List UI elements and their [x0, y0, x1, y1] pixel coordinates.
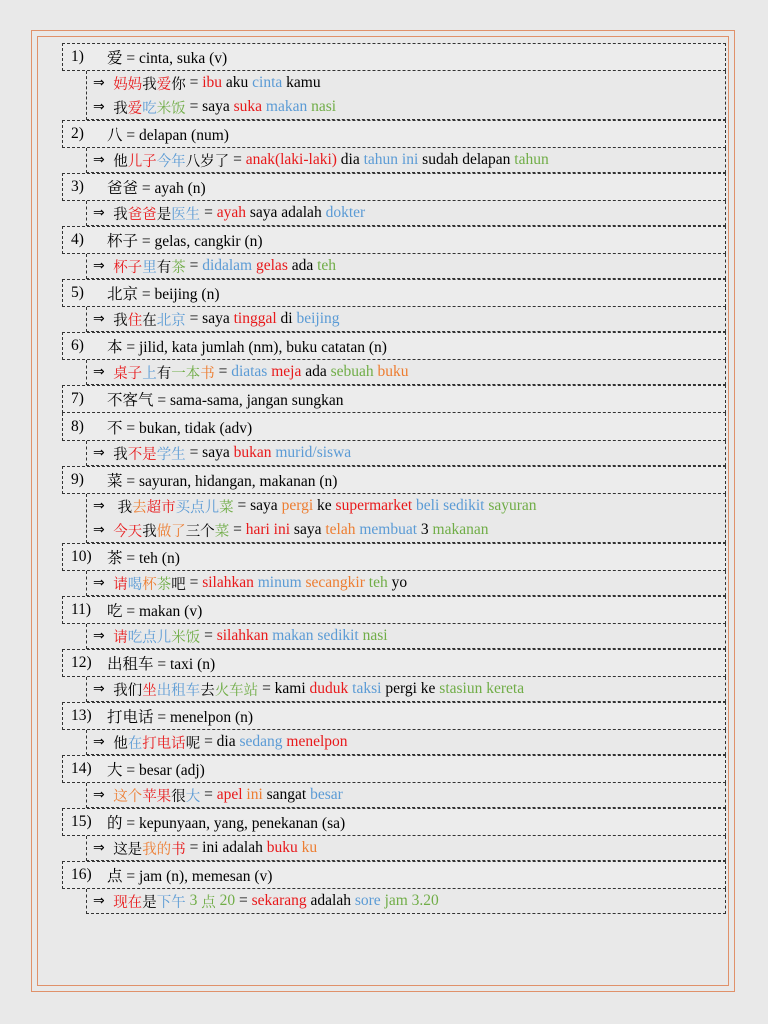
entry-number: 5) — [71, 284, 84, 301]
sentence-segment: 一本 — [171, 365, 201, 382]
sentence-segment: 20 — [215, 892, 236, 909]
sentence-segment: gelas — [256, 257, 288, 274]
example-group — [86, 441, 726, 466]
entry-definition: 大 = besar (adj) — [107, 762, 205, 779]
sentence-segment: 很 — [171, 788, 186, 805]
sentence-segment: sekarang — [251, 892, 307, 909]
sentence-segment: diatas — [231, 363, 268, 380]
entry-definition: 八 = delapan (num) — [107, 127, 229, 144]
arrow-icon: ⇒ — [93, 575, 110, 591]
sentence-segment: 买点儿 — [175, 499, 220, 516]
sentence-segment: 爱 — [127, 100, 143, 117]
sentence-segment: 3 — [185, 892, 202, 909]
arrow-icon: ⇒ — [93, 205, 110, 221]
sentence-segment: 我 — [117, 499, 133, 516]
entry-number: 14) — [71, 760, 92, 777]
sentence-segment: 吃 — [142, 100, 157, 117]
example-sentence — [87, 254, 725, 278]
sentence-segment: 吧 — [171, 576, 186, 593]
sentence-segment: 八岁了 — [185, 153, 230, 170]
sentence-segment: 菜 — [214, 523, 230, 540]
sentence-segment: 呢 — [185, 735, 201, 752]
sentence-segment: = dia — [200, 733, 240, 750]
vocab-heading — [62, 173, 726, 201]
sentence-segment: 茶 — [171, 259, 186, 276]
sentence-segment: 我 — [142, 76, 157, 93]
sentence-segment: murid/siswa — [275, 444, 352, 461]
sentence-segment: 是 — [142, 894, 157, 911]
sentence-segment: 今天 — [113, 523, 143, 540]
vocab-heading — [62, 385, 726, 413]
entry-definition: 爸爸 = ayah (n) — [107, 180, 206, 197]
sentence-segment: = saya — [185, 310, 234, 327]
sentence-segment: = — [185, 257, 203, 274]
sentence-segment: suka — [233, 98, 263, 115]
sentence-segment: = — [185, 74, 203, 91]
sentence-segment: bukan — [233, 444, 272, 461]
vocab-heading — [62, 861, 726, 889]
example-group — [86, 730, 726, 755]
entry-number: 3) — [71, 178, 84, 195]
example-sentence — [87, 360, 725, 384]
sentence-segment: 医生 — [171, 206, 201, 223]
sentence-segment: 杯 — [142, 576, 157, 593]
entry-number: 10) — [71, 548, 92, 565]
example-sentence — [87, 441, 725, 465]
vocab-heading — [62, 808, 726, 836]
vocabulary-list — [62, 43, 726, 914]
entry-definition: 不客气 = sama-sama, jangan sungkan — [107, 392, 344, 409]
example-sentence — [87, 201, 725, 225]
sentence-segment: ada — [287, 257, 318, 274]
vocab-heading — [62, 755, 726, 783]
sentence-segment: 我 — [142, 523, 157, 540]
sentence-segment: stasiun kereta — [439, 680, 525, 697]
sentence-segment: supermarket — [335, 497, 413, 514]
sentence-segment: 请 — [113, 629, 128, 646]
sentence-segment: = — [235, 892, 252, 909]
arrow-icon: ⇒ — [93, 681, 110, 697]
sentence-segment: 我 — [113, 206, 128, 223]
sentence-segment: = — [200, 204, 217, 221]
arrow-icon: ⇒ — [93, 628, 110, 644]
example-sentence — [87, 836, 725, 860]
example-group — [86, 783, 726, 808]
sentence-segment: 今年 — [156, 153, 186, 170]
vocab-heading — [62, 413, 726, 441]
sentence-segment: teh — [368, 574, 388, 591]
sentence-segment: beijing — [296, 310, 340, 327]
sentence-segment: 打电话 — [142, 735, 186, 752]
sentence-segment: 里 — [142, 259, 157, 276]
example-sentence — [87, 518, 725, 542]
entry-number: 16) — [71, 866, 92, 883]
sentence-segment: besar — [310, 786, 343, 803]
sentence-segment: hari ini — [245, 521, 291, 538]
arrow-icon: ⇒ — [93, 364, 110, 380]
entry-number: 9) — [71, 471, 84, 488]
sentence-segment: 儿子 — [127, 153, 157, 170]
sentence-segment: 喝 — [127, 576, 143, 593]
sentence-segment: = ini adalah — [185, 839, 267, 856]
sentence-segment: makanan — [432, 521, 489, 538]
sentence-segment: = saya — [233, 497, 282, 514]
sentence-segment: taksi — [352, 680, 382, 697]
sentence-segment: = — [185, 574, 203, 591]
vocab-heading — [62, 466, 726, 494]
arrow-icon: ⇒ — [93, 787, 110, 803]
sentence-segment: 书 — [171, 841, 186, 858]
sentence-segment: 请 — [113, 576, 128, 593]
sentence-segment: tahun — [514, 151, 549, 168]
sentence-segment: 是 — [156, 206, 172, 223]
sentence-segment: telah — [325, 521, 356, 538]
sentence-segment: 我的 — [142, 841, 172, 858]
entry-number: 1) — [71, 48, 84, 65]
example-sentence — [87, 148, 725, 172]
sentence-segment: 他 — [113, 735, 128, 752]
example-sentence — [87, 95, 725, 119]
vocab-heading — [62, 332, 726, 360]
sentence-segment: 这是 — [113, 841, 143, 858]
entry-number: 12) — [71, 654, 92, 671]
example-sentence — [87, 677, 725, 701]
sentence-segment: 三个 — [185, 523, 215, 540]
sentence-segment: = — [214, 363, 232, 380]
sentence-segment: buku — [377, 363, 409, 380]
sentence-segment: 菜 — [219, 499, 234, 516]
sentence-segment: membuat — [359, 521, 418, 538]
sentence-segment: 现在 — [113, 894, 143, 911]
sentence-segment: ku — [301, 839, 318, 856]
arrow-icon: ⇒ — [93, 498, 114, 514]
sentence-segment: 我们 — [113, 682, 143, 699]
sentence-segment: adalah — [306, 892, 355, 909]
sentence-segment: nasi — [311, 98, 337, 115]
sentence-segment: 北京 — [156, 312, 186, 329]
sentence-segment: sore — [354, 892, 381, 909]
example-group — [86, 624, 726, 649]
example-sentence — [87, 730, 725, 754]
arrow-icon: ⇒ — [93, 840, 110, 856]
sentence-segment: 去 — [200, 682, 215, 699]
sentence-segment: 爱 — [156, 76, 172, 93]
example-group — [86, 307, 726, 332]
sentence-segment: jam 3.20 — [384, 892, 439, 909]
entry-definition: 北京 = beijing (n) — [107, 286, 220, 303]
entry-number: 11) — [71, 601, 92, 618]
sentence-segment: sangat — [262, 786, 311, 803]
sentence-segment: 杯子 — [113, 259, 143, 276]
sentence-segment: cinta — [252, 74, 283, 91]
sentence-segment: 桌子 — [113, 365, 143, 382]
example-sentence — [87, 571, 725, 595]
sentence-segment: saya — [290, 521, 326, 538]
sentence-segment: secangkir — [305, 574, 365, 591]
entry-number: 4) — [71, 231, 84, 248]
sentence-segment: didalam — [202, 257, 253, 274]
sentence-segment: 去 — [132, 499, 147, 516]
entry-definition: 杯子 = gelas, cangkir (n) — [107, 233, 263, 250]
sentence-segment: 坐 — [142, 682, 157, 699]
sentence-segment: 米饭 — [171, 629, 201, 646]
arrow-icon: ⇒ — [93, 445, 110, 461]
sentence-segment: tinggal — [233, 310, 277, 327]
example-sentence — [87, 783, 725, 807]
sentence-segment: 我 — [113, 312, 128, 329]
entry-definition: 本 = jilid, kata jumlah (nm), buku catatan (n) — [107, 339, 387, 356]
sentence-segment: 我 — [113, 446, 128, 463]
entry-definition: 打电话 = menelpon (n) — [107, 709, 254, 726]
sentence-segment: teh — [317, 257, 337, 274]
sentence-segment: 不是 — [127, 446, 157, 463]
vocab-heading — [62, 543, 726, 571]
example-sentence — [87, 624, 725, 648]
example-group — [86, 889, 726, 914]
sentence-segment: pergi — [281, 497, 314, 514]
sentence-segment: anak(laki-laki) — [245, 151, 337, 168]
arrow-icon: ⇒ — [93, 311, 110, 327]
sentence-segment: ibu — [202, 74, 222, 91]
sentence-segment: 大 — [185, 788, 201, 805]
sentence-segment: 茶 — [156, 576, 172, 593]
sentence-segment: 他 — [113, 153, 128, 170]
sentence-segment: 米饭 — [156, 100, 186, 117]
sentence-segment: dia — [336, 151, 364, 168]
sentence-segment: = saya — [185, 98, 234, 115]
sentence-segment: sebuah — [330, 363, 374, 380]
sentence-segment: 我 — [113, 100, 128, 117]
example-group — [86, 571, 726, 596]
sentence-segment: ada — [301, 363, 331, 380]
vocab-heading — [62, 120, 726, 148]
entry-number: 2) — [71, 125, 84, 142]
vocab-heading — [62, 279, 726, 307]
sentence-segment: tahun ini — [363, 151, 419, 168]
entry-definition: 吃 = makan (v) — [107, 603, 203, 620]
sentence-segment: apel — [216, 786, 243, 803]
example-group — [86, 836, 726, 861]
sentence-segment: 3 — [417, 521, 433, 538]
sentence-segment: 你 — [171, 76, 186, 93]
sentence-segment: silahkan — [202, 574, 254, 591]
entry-definition: 茶 = teh (n) — [107, 550, 180, 567]
sentence-segment: = — [229, 151, 246, 168]
sentence-segment: 学生 — [156, 446, 186, 463]
entry-definition: 不 = bukan, tidak (adv) — [107, 419, 253, 437]
sentence-segment: 这个 — [113, 788, 143, 805]
sentence-segment: 在 — [127, 735, 143, 752]
example-group — [86, 201, 726, 226]
sentence-segment: 书 — [200, 365, 215, 382]
example-group — [86, 254, 726, 279]
sentence-segment: nasi — [362, 627, 388, 644]
entry-number: 15) — [71, 813, 92, 830]
sentence-segment: meja — [271, 363, 302, 380]
sentence-segment: 妈妈 — [113, 76, 143, 93]
sentence-segment: beli sedikit — [416, 497, 485, 514]
vocab-heading — [62, 596, 726, 624]
example-group — [86, 360, 726, 385]
sentence-segment: = — [229, 521, 246, 538]
vocab-heading — [62, 649, 726, 677]
entry-definition: 的 = kepunyaan, yang, penekanan (sa) — [107, 815, 346, 832]
sentence-segment: 吃点儿 — [127, 629, 172, 646]
example-group — [86, 494, 726, 543]
sentence-segment: 苹果 — [142, 788, 172, 805]
sentence-segment: makan — [265, 98, 308, 115]
arrow-icon: ⇒ — [93, 734, 110, 750]
sentence-segment: ini — [246, 786, 263, 803]
example-group — [86, 677, 726, 702]
sentence-segment: 出租车 — [156, 682, 201, 699]
sentence-segment: sudah delapan — [418, 151, 515, 168]
sentence-segment: 超市 — [146, 499, 176, 516]
sentence-segment: sayuran — [488, 497, 537, 514]
entry-definition: 出租车 = taxi (n) — [107, 656, 216, 673]
vocab-heading — [62, 702, 726, 730]
sentence-segment: di — [276, 310, 297, 327]
sentence-segment: 有 — [156, 365, 172, 382]
example-sentence — [87, 889, 725, 913]
entry-number: 7) — [71, 390, 84, 407]
sentence-segment: = — [200, 627, 217, 644]
sentence-segment: 在 — [142, 312, 157, 329]
sentence-segment: yo — [387, 574, 408, 591]
sentence-segment: 爸爸 — [127, 206, 157, 223]
entry-number: 8) — [71, 417, 84, 435]
sentence-segment: ke — [313, 497, 336, 514]
example-group — [86, 148, 726, 173]
sentence-segment: = kami — [258, 680, 310, 697]
vocab-heading — [62, 43, 726, 71]
sentence-segment: makan sedikit — [272, 627, 359, 644]
sentence-segment: 下午 — [156, 894, 186, 911]
entry-definition: 爱 = cinta, suka (v) — [107, 50, 228, 67]
entry-number: 6) — [71, 337, 84, 354]
entry-definition: 菜 = sayuran, hidangan, makanan (n) — [107, 473, 338, 490]
arrow-icon: ⇒ — [93, 75, 110, 91]
sentence-segment: pergi ke — [381, 680, 440, 697]
sentence-segment: 点 — [201, 894, 216, 911]
arrow-icon: ⇒ — [93, 152, 110, 168]
sentence-segment: menelpon — [286, 733, 348, 750]
sentence-segment: minum — [257, 574, 302, 591]
sentence-segment: = saya — [185, 444, 234, 461]
sentence-segment: silahkan — [216, 627, 269, 644]
sentence-segment: aku — [222, 74, 253, 91]
arrow-icon: ⇒ — [93, 893, 110, 909]
sentence-segment: buku — [266, 839, 298, 856]
sentence-segment: ayah — [216, 204, 246, 221]
arrow-icon: ⇒ — [93, 258, 110, 274]
sentence-segment: saya adalah — [245, 204, 326, 221]
vocab-heading — [62, 226, 726, 254]
entry-number: 13) — [71, 707, 92, 724]
example-group — [86, 71, 726, 120]
example-sentence — [87, 307, 725, 331]
sentence-segment: = — [200, 786, 217, 803]
arrow-icon: ⇒ — [93, 99, 110, 115]
sentence-segment: 住 — [127, 312, 143, 329]
sentence-segment: 上 — [142, 365, 157, 382]
entry-definition: 点 = jam (n), memesan (v) — [107, 868, 273, 885]
example-sentence — [87, 71, 725, 95]
sentence-segment: duduk — [309, 680, 349, 697]
sentence-segment: sedang — [239, 733, 283, 750]
sentence-segment: 有 — [156, 259, 172, 276]
sentence-segment: kamu — [282, 74, 321, 91]
arrow-icon: ⇒ — [93, 522, 110, 538]
sentence-segment: 做了 — [156, 523, 186, 540]
sentence-segment: dokter — [325, 204, 366, 221]
example-sentence — [87, 494, 725, 518]
sentence-segment: 火车站 — [214, 682, 259, 699]
